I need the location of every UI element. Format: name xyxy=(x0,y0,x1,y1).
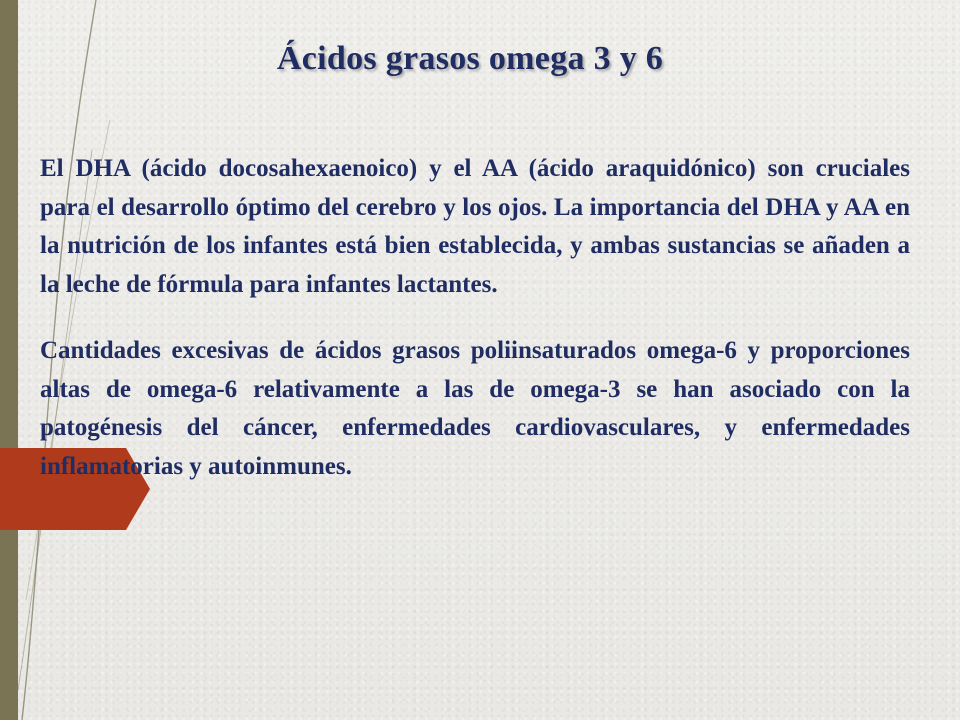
slide-title: Ácidos grasos omega 3 y 6 xyxy=(276,40,664,77)
paragraph-omega-ratio: Cantidades excesivas de ácidos grasos poliinsaturados omega-6 y proporciones altas de omega-6 relativamente a las de omega-3 se han asociado con la patogénesis del cáncer, enfermedades cardiovasculares, y enfermedades inflamatorias y autoinmunes. xyxy=(40,337,910,480)
paragraph-dha-aa: El DHA (ácido docosahexaenoico) y el AA (ácido araquidónico) son cruciales para el desarrollo óptimo del cerebro y los ojos. La importancia del DHA y AA en la nutrición de los infantes está bien establecida, y ambas sustancias se añaden a la leche de fórmula para infantes lactantes. xyxy=(40,155,910,298)
slide-body xyxy=(40,150,910,514)
left-decorative-strip xyxy=(0,0,18,720)
